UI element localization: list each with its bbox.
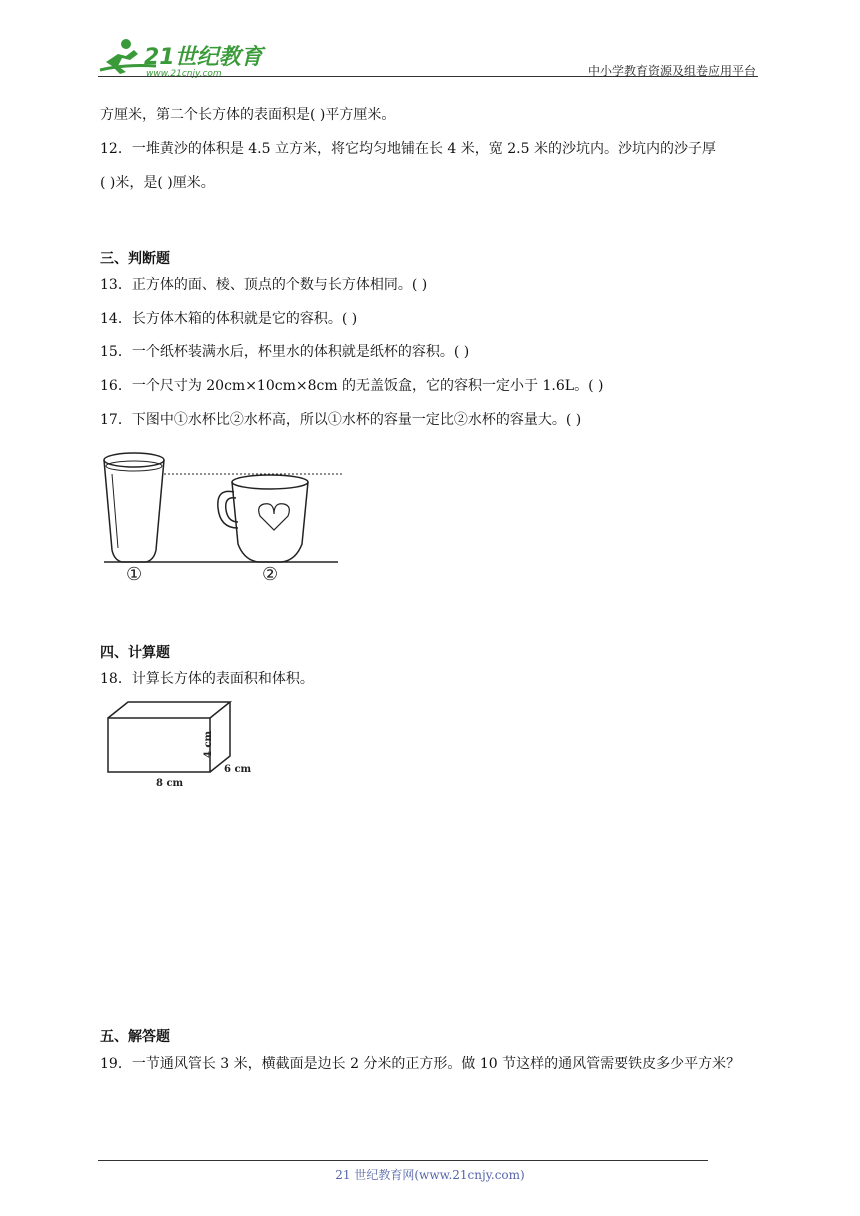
q12-line1: 12．一堆黄沙的体积是 4.5 立方米，将它均匀地铺在长 4 米，宽 2.5 米的沙坑内。沙坑内的沙子厚 bbox=[100, 141, 716, 157]
logo-text: 21世纪教育 bbox=[144, 45, 263, 70]
q16: 16．一个尺寸为 20cm×10cm×8cm 的无盖饭盒，它的容积一定小于 1.6L。( ) bbox=[100, 378, 604, 394]
tall-glass-icon bbox=[104, 453, 164, 562]
cups-figure bbox=[98, 444, 348, 586]
dim-length: 8 cm bbox=[156, 778, 184, 789]
q14: 14．长方体木箱的体积就是它的容积。( ) bbox=[100, 311, 358, 327]
dim-width: 6 cm bbox=[224, 764, 252, 775]
footer-text: 21 世纪教育网(www.21cnjy.com) bbox=[335, 1168, 525, 1182]
dim-height: 4 cm bbox=[203, 730, 214, 758]
site-logo bbox=[96, 36, 266, 80]
logo-url: www.21cnjy.com bbox=[146, 69, 222, 79]
mug-icon bbox=[218, 475, 308, 562]
footer-divider bbox=[98, 1160, 708, 1161]
q19: 19．一节通风管长 3 米，横截面是边长 2 分米的正方形。做 10 节这样的通风管需要铁皮多少平方米？ bbox=[100, 1056, 741, 1072]
header-divider bbox=[98, 76, 758, 77]
q13: 13．正方体的面、棱、顶点的个数与长方体相同。( ) bbox=[100, 277, 428, 293]
platform-name: 中小学教育资源及组卷应用平台 bbox=[587, 64, 756, 78]
cup2-label: ② bbox=[262, 564, 279, 585]
q12-line2: ( )米，是( )厘米。 bbox=[100, 175, 215, 191]
section5-title: 五、解答题 bbox=[100, 1029, 170, 1045]
section3-title: 三、判断题 bbox=[100, 251, 170, 267]
runner-logo-icon bbox=[96, 36, 266, 80]
q18: 18．计算长方体的表面积和体积。 bbox=[100, 671, 314, 687]
q15: 15．一个纸杯装满水后，杯里水的体积就是纸杯的容积。( ) bbox=[100, 344, 470, 360]
q17: 17．下图中①水杯比②水杯高，所以①水杯的容量一定比②水杯的容量大。( ) bbox=[100, 412, 582, 428]
cup1-label: ① bbox=[126, 564, 143, 585]
section4-title: 四、计算题 bbox=[100, 645, 170, 661]
q11-tail: 方厘米，第二个长方体的表面积是( )平方厘米。 bbox=[100, 107, 396, 123]
cuboid-figure bbox=[104, 698, 260, 792]
